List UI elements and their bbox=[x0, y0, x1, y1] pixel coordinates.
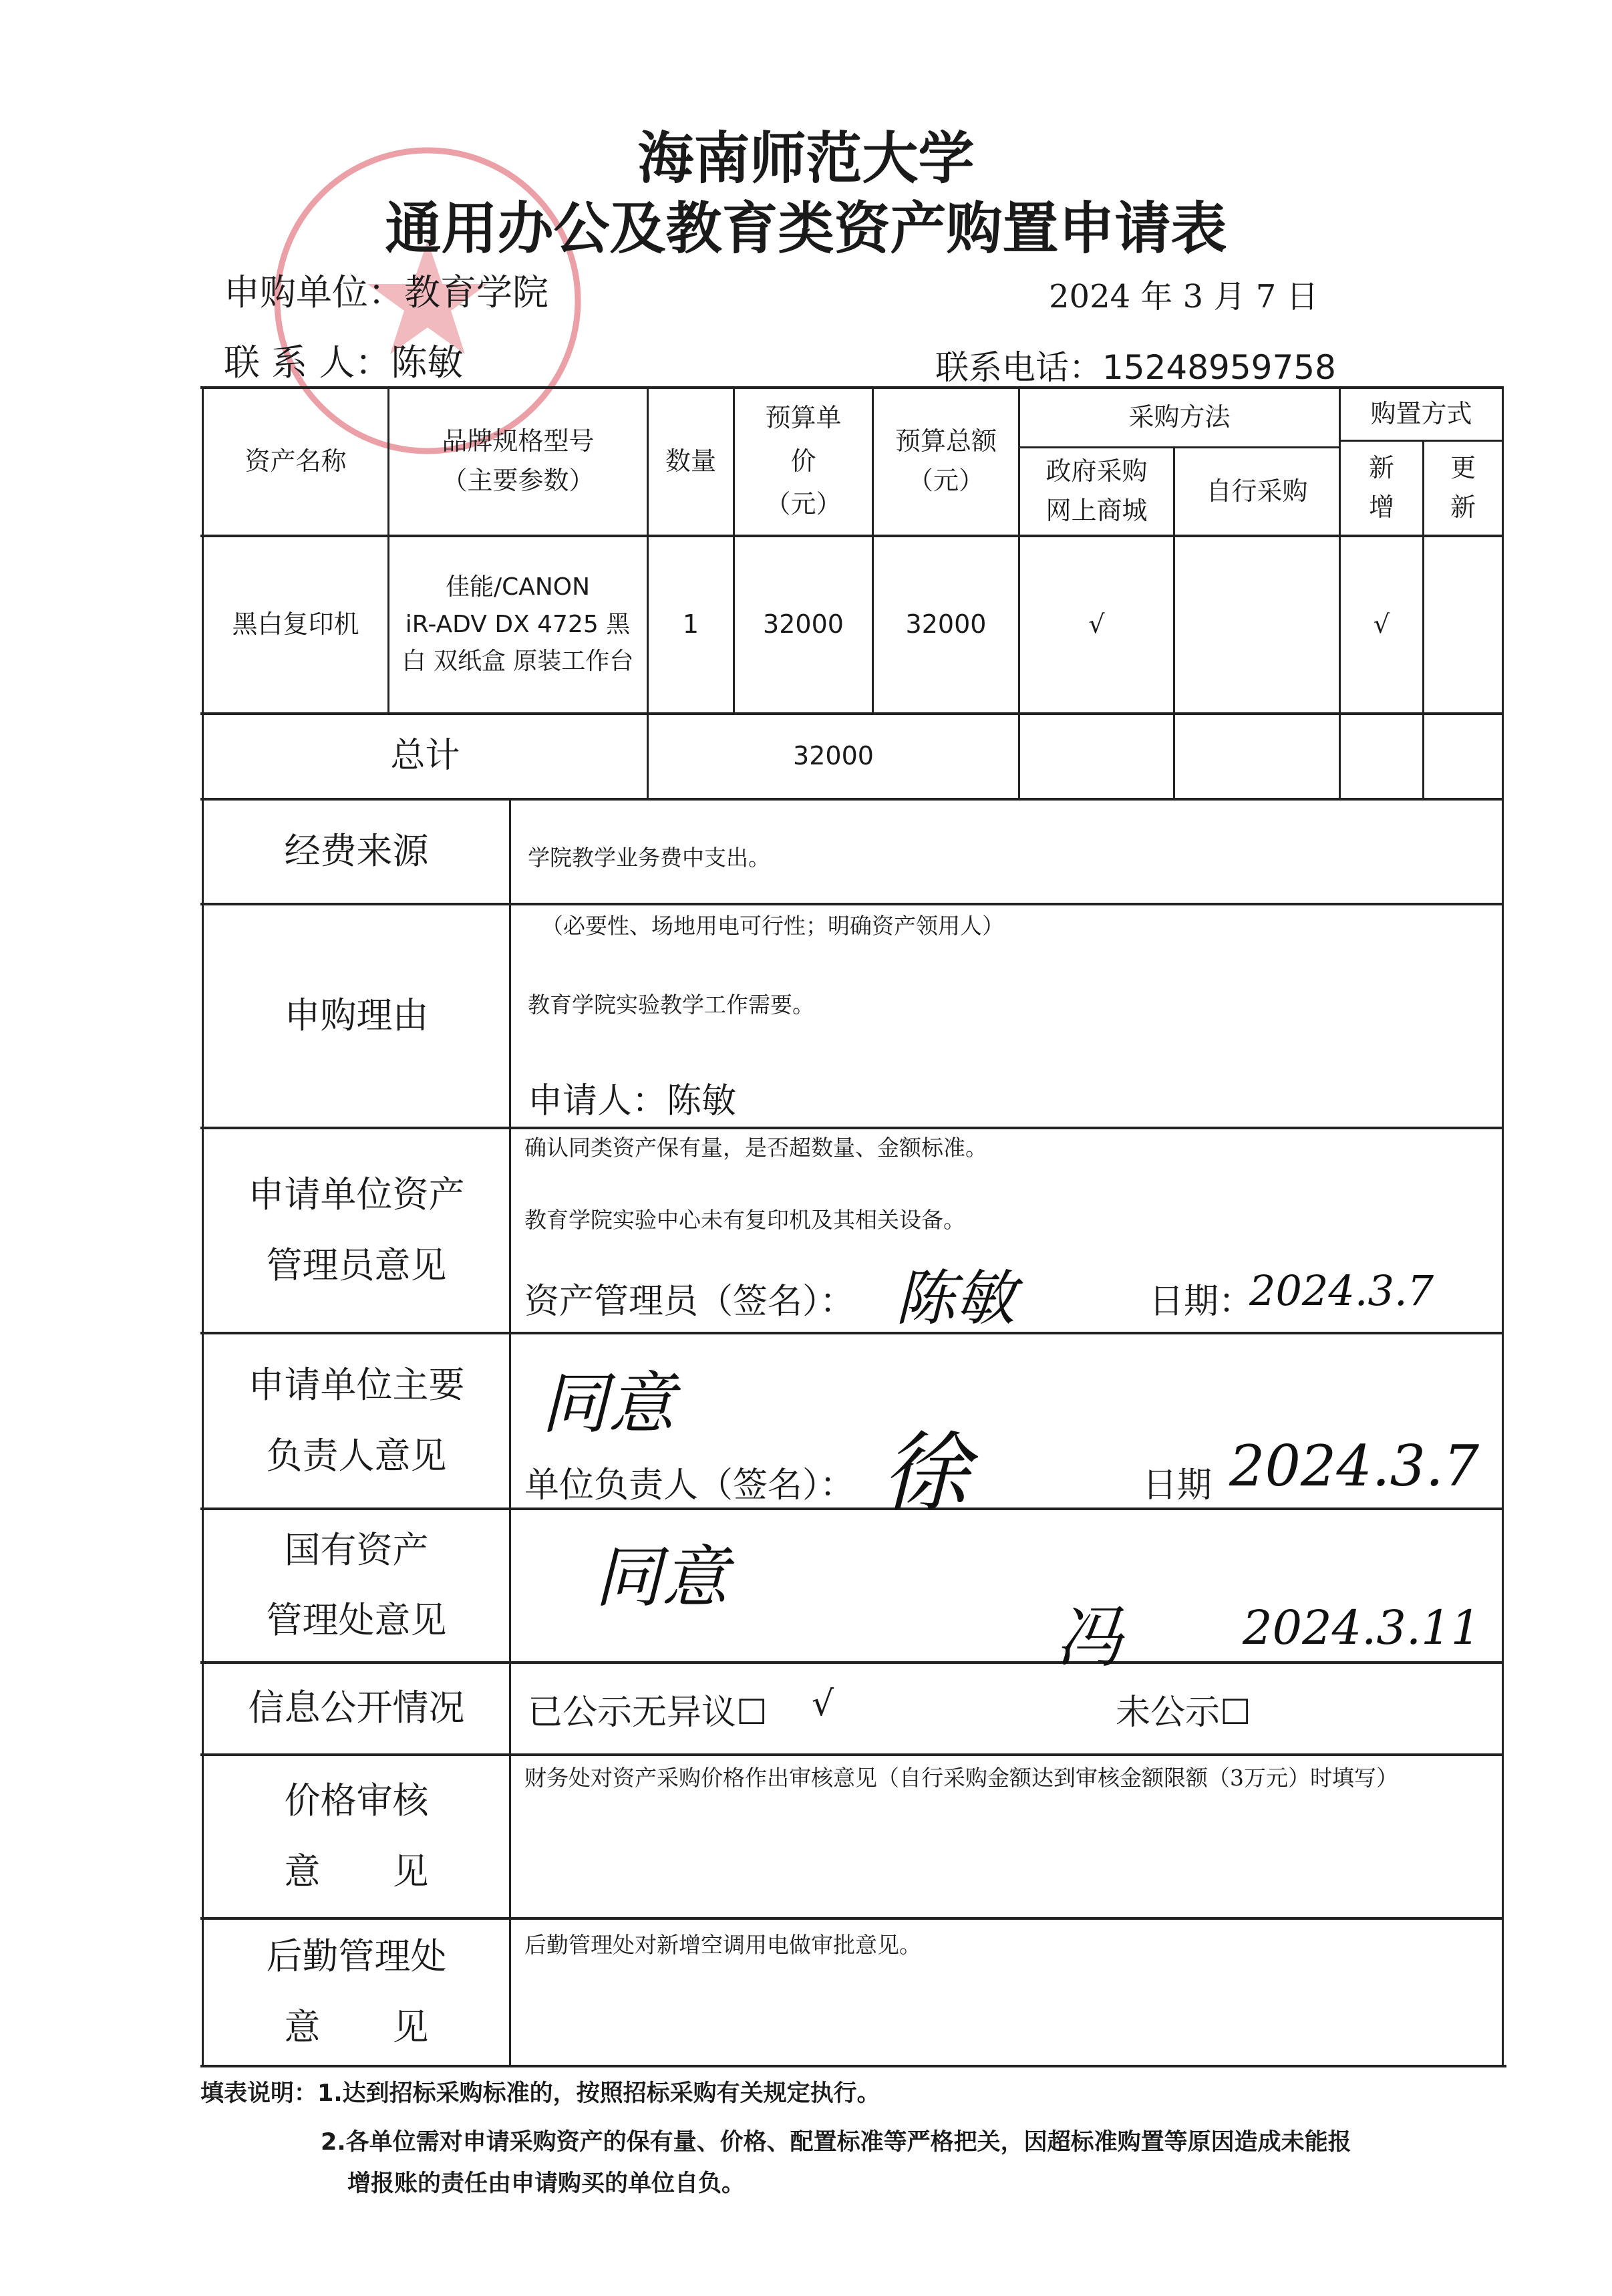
header-unit-price: 预算单 价 （元） bbox=[765, 403, 842, 519]
disclosure-option-unpublished[interactable]: 未公示☐ bbox=[1116, 1693, 1251, 1733]
contact-label: 联 系 人： bbox=[224, 341, 391, 384]
header-new: 新 增 bbox=[1368, 453, 1394, 522]
asset-admin-hint: 确认同类资产保有量，是否超数量、金额标准。 bbox=[524, 1135, 987, 1161]
header-replace: 更 新 bbox=[1450, 453, 1476, 522]
item-total-price: 32000 bbox=[905, 609, 987, 639]
phone-field bbox=[935, 341, 1336, 389]
state-asset-signature: 冯 bbox=[1056, 1598, 1122, 1677]
asset-admin-date: 2024.3.7 bbox=[1249, 1266, 1434, 1315]
state-asset-date: 2024.3.11 bbox=[1243, 1600, 1481, 1655]
state-asset-opinion: 同意 bbox=[595, 1538, 728, 1616]
contact-value: 陈敏 bbox=[391, 341, 464, 384]
new-checkmark: √ bbox=[1373, 609, 1390, 639]
header-self-purchase: 自行采购 bbox=[1206, 476, 1308, 506]
asset-admin-date-label: 日期： bbox=[1149, 1282, 1254, 1322]
asset-admin-text: 教育学院实验中心未有复印机及其相关设备。 bbox=[524, 1207, 965, 1233]
unit-field bbox=[224, 264, 548, 315]
notes-item2a: 2.各单位需对申请采购资产的保有量、价格、配置标准等严格把关，因超标准购置等原因造成未能报 bbox=[321, 2129, 1351, 2156]
unit-head-label: 申请单位主要 负责人意见 bbox=[248, 1364, 465, 1477]
funding-label: 经费来源 bbox=[284, 829, 429, 872]
disclosure-option-published[interactable]: 已公示无异议☐ bbox=[528, 1693, 768, 1733]
notes-label: 填表说明： bbox=[200, 2080, 318, 2107]
reason-label: 申购理由 bbox=[284, 994, 429, 1036]
total-value: 32000 bbox=[793, 740, 874, 770]
phone-label: 联系电话： bbox=[935, 348, 1102, 387]
reason-applicant: 申请人：陈敏 bbox=[528, 1081, 737, 1121]
asset-admin-label: 申请单位资产 管理员意见 bbox=[248, 1173, 465, 1286]
unit-head-sign-label: 单位负责人（签名）： bbox=[524, 1465, 855, 1505]
header-asset-name: 资产名称 bbox=[245, 446, 347, 476]
logistics-label: 后勤管理处 意 见 bbox=[266, 1935, 447, 2048]
disclosure-label: 信息公开情况 bbox=[248, 1687, 465, 1729]
header-purchase-type: 购置方式 bbox=[1370, 398, 1472, 428]
state-asset-label: 国有资产 管理处意见 bbox=[266, 1528, 447, 1641]
gov-mall-checkmark: √ bbox=[1088, 609, 1105, 639]
contact-field bbox=[224, 334, 463, 386]
notes-item1: 1.达到招标采购标准的，按照招标采购有关规定执行。 bbox=[317, 2080, 880, 2107]
logistics-text: 后勤管理处对新增空调用电做审批意见。 bbox=[524, 1932, 921, 1958]
notes-line1 bbox=[200, 2075, 880, 2108]
notes-item2b: 增报账的责任由申请购买的单位自负。 bbox=[347, 2170, 746, 2197]
total-label: 总计 bbox=[390, 735, 460, 776]
unit-head-opinion: 同意 bbox=[541, 1365, 675, 1443]
unit-head-date-label: 日期 bbox=[1142, 1465, 1213, 1505]
price-review-text: 财务处对资产采购价格作出审核意见（自行采购金额达到审核金额限额（3万元）时填写） bbox=[524, 1765, 1398, 1791]
header-quantity: 数量 bbox=[665, 446, 716, 476]
unit-head-signature: 徐 bbox=[882, 1422, 969, 1524]
asset-admin-signature: 陈敏 bbox=[895, 1264, 1015, 1334]
asset-admin-sign-label: 资产管理员（签名）： bbox=[524, 1282, 855, 1322]
title-line1: 海南师范大学 bbox=[637, 126, 975, 191]
item-name: 黑白复印机 bbox=[232, 609, 359, 639]
item-spec: 佳能/CANON iR-ADV DX 4725 黑白 双纸盒 原装工作台 bbox=[401, 573, 634, 676]
application-date: 2024 年 3 月 7 日 bbox=[1049, 278, 1319, 315]
funding-text: 学院教学业务费中支出。 bbox=[528, 845, 770, 871]
unit-value: 教育学院 bbox=[404, 271, 548, 313]
item-unit-price: 32000 bbox=[763, 609, 844, 639]
header-brand-spec: 品牌规格型号 （主要参数） bbox=[442, 426, 595, 495]
price-review-label: 价格审核 意 见 bbox=[284, 1779, 429, 1892]
disclosure-checkmark: √ bbox=[812, 1684, 834, 1724]
header-procurement-method: 采购方法 bbox=[1128, 402, 1231, 432]
header-gov-mall: 政府采购 网上商城 bbox=[1045, 456, 1148, 525]
item-quantity: 1 bbox=[682, 609, 699, 639]
title-line2: 通用办公及教育类资产购置申请表 bbox=[385, 196, 1227, 261]
unit-label: 申购单位： bbox=[224, 271, 404, 313]
header-total-price: 预算总额 （元） bbox=[895, 426, 997, 495]
phone-value: 15248959758 bbox=[1102, 348, 1336, 387]
unit-head-date: 2024.3.7 bbox=[1229, 1433, 1480, 1499]
reason-hint: （必要性、场地用电可行性；明确资产领用人） bbox=[541, 913, 1004, 939]
reason-text: 教育学院实验教学工作需要。 bbox=[528, 992, 814, 1018]
